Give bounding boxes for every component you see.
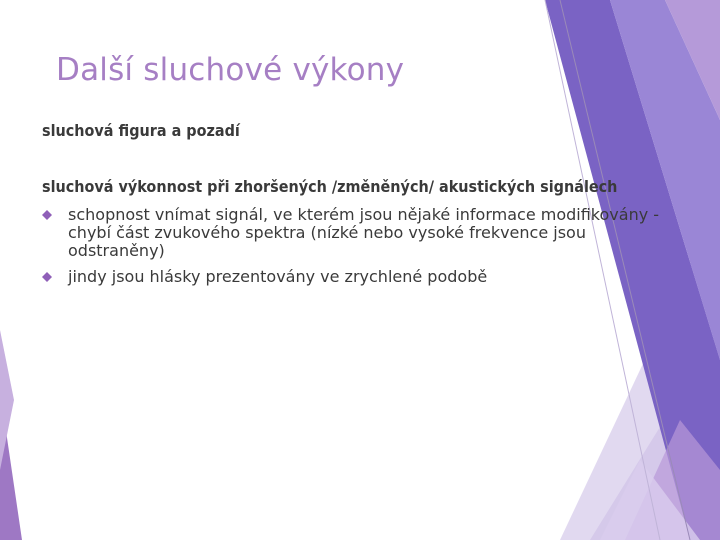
slide-content — [42, 122, 662, 286]
diamond-bullet-icon — [42, 272, 52, 282]
list-item — [42, 268, 662, 286]
bullet-text: jindy jsou hlásky prezentovány ve zrychlené podobě — [68, 267, 488, 286]
bullet-text: schopnost vnímat signál, ve kterém jsou nějaké informace modifikovány - chybí část zvukového spektra (nízké nebo vysoké frekvence jsou odstraněny) — [68, 205, 660, 260]
diamond-bullet-icon — [42, 210, 52, 220]
list-item — [42, 206, 662, 260]
body-line-performance: sluchová výkonnost při zhoršených /změněných/ akustických signálech — [42, 177, 618, 196]
body-line-figure-ground: sluchová figura a pozadí — [42, 121, 240, 140]
bullet-list — [42, 206, 662, 286]
slide-title: Další sluchové výkony — [56, 52, 405, 88]
